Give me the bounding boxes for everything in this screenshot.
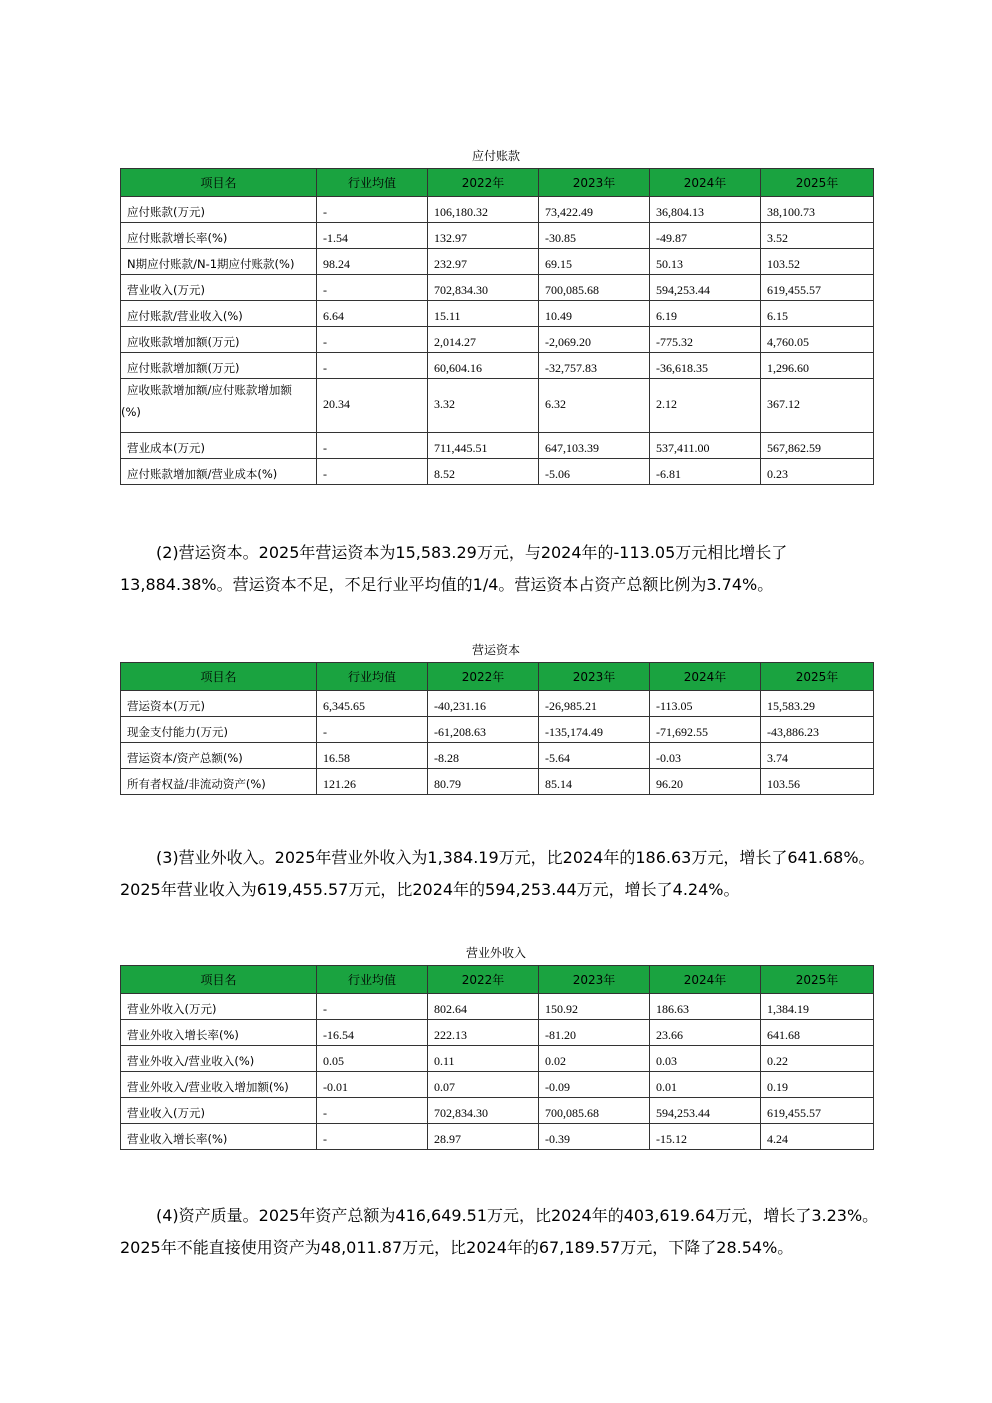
table-cell: 802.64 xyxy=(428,994,539,1020)
row-label: 营业收入(万元) xyxy=(121,275,317,301)
table-cell: 594,253.44 xyxy=(650,1098,761,1124)
column-header: 2024年 xyxy=(650,966,761,994)
table-header-row xyxy=(121,966,874,994)
row-label: 所有者权益/非流动资产(%) xyxy=(121,769,317,795)
table-row xyxy=(121,769,874,795)
table-cell: -71,692.55 xyxy=(650,717,761,743)
table-cell: 6.32 xyxy=(539,379,650,433)
row-label: 营运资本/资产总额(%) xyxy=(121,743,317,769)
non-operating-income-table xyxy=(120,965,874,1150)
table-cell: - xyxy=(317,1098,428,1124)
table-cell: 1,296.60 xyxy=(761,353,874,379)
table-cell: -81.20 xyxy=(539,1020,650,1046)
table-cell: 73,422.49 xyxy=(539,197,650,223)
table-cell: -15.12 xyxy=(650,1124,761,1150)
table-cell: -36,618.35 xyxy=(650,353,761,379)
table-cell: 2,014.27 xyxy=(428,327,539,353)
table-cell: 567,862.59 xyxy=(761,433,874,459)
table-row xyxy=(121,1020,874,1046)
table-cell: 103.52 xyxy=(761,249,874,275)
table-cell: 38,100.73 xyxy=(761,197,874,223)
table-cell: 15,583.29 xyxy=(761,691,874,717)
table-cell: 0.23 xyxy=(761,459,874,485)
table-cell: 0.03 xyxy=(650,1046,761,1072)
row-label xyxy=(121,379,317,433)
row-label: 应付账款增长率(%) xyxy=(121,223,317,249)
table-cell: - xyxy=(317,994,428,1020)
table-caption-non-operating-income: 营业外收入 xyxy=(465,946,526,960)
table-row xyxy=(121,301,874,327)
table-cell: -40,231.16 xyxy=(428,691,539,717)
table-cell: 619,455.57 xyxy=(761,275,874,301)
table-cell: - xyxy=(317,353,428,379)
table-row xyxy=(121,1098,874,1124)
table-row xyxy=(121,353,874,379)
paragraph-non-operating-income: (3)营业外收入。2025年营业外收入为1,384.19万元，比2024年的186.63万元，增长了641.68%。2025年营业收入为619,455.57万元，比2024年的594,253.44万元，增长了4.24%。 xyxy=(120,848,875,899)
table-cell: -113.05 xyxy=(650,691,761,717)
table-cell: - xyxy=(317,275,428,301)
table-cell: 0.02 xyxy=(539,1046,650,1072)
table-cell: 60,604.16 xyxy=(428,353,539,379)
table-cell: -26,985.21 xyxy=(539,691,650,717)
accounts-payable-table xyxy=(120,168,874,485)
table-cell: 6.64 xyxy=(317,301,428,327)
row-label: 应付账款增加额/营业成本(%) xyxy=(121,459,317,485)
table-cell: -0.01 xyxy=(317,1072,428,1098)
table-row xyxy=(121,691,874,717)
column-header: 2025年 xyxy=(761,663,874,691)
table-cell: 0.05 xyxy=(317,1046,428,1072)
table-row xyxy=(121,197,874,223)
table-cell: 6,345.65 xyxy=(317,691,428,717)
table-cell: - xyxy=(317,1124,428,1150)
table-cell: 4.24 xyxy=(761,1124,874,1150)
table-cell: 3.74 xyxy=(761,743,874,769)
table-cell: 69.15 xyxy=(539,249,650,275)
table-cell: -30.85 xyxy=(539,223,650,249)
table-cell: 150.92 xyxy=(539,994,650,1020)
table-cell: - xyxy=(317,459,428,485)
table-cell: 121.26 xyxy=(317,769,428,795)
table-cell: 80.79 xyxy=(428,769,539,795)
row-label: 应付账款/营业收入(%) xyxy=(121,301,317,327)
row-label: 应收账款增加额(万元) xyxy=(121,327,317,353)
table-cell: -61,208.63 xyxy=(428,717,539,743)
table-cell: -6.81 xyxy=(650,459,761,485)
table-row xyxy=(121,275,874,301)
table-cell: -135,174.49 xyxy=(539,717,650,743)
table-cell: -0.39 xyxy=(539,1124,650,1150)
table-cell: 702,834.30 xyxy=(428,1098,539,1124)
table-cell: 594,253.44 xyxy=(650,275,761,301)
table-cell: 647,103.39 xyxy=(539,433,650,459)
table-cell: 3.52 xyxy=(761,223,874,249)
column-header: 2022年 xyxy=(428,169,539,197)
table-cell: 3.32 xyxy=(428,379,539,433)
table-cell: 50.13 xyxy=(650,249,761,275)
table-cell: 222.13 xyxy=(428,1020,539,1046)
table-cell: 0.19 xyxy=(761,1072,874,1098)
table-cell: 28.97 xyxy=(428,1124,539,1150)
column-header: 2023年 xyxy=(539,966,650,994)
table-cell: 641.68 xyxy=(761,1020,874,1046)
table-cell: -0.03 xyxy=(650,743,761,769)
table-cell: 6.15 xyxy=(761,301,874,327)
table-cell: -2,069.20 xyxy=(539,327,650,353)
row-label-text: 应收账款增加额/应付账款增加额(%) xyxy=(121,383,292,419)
table-row xyxy=(121,223,874,249)
table-row xyxy=(121,717,874,743)
table-cell: 4,760.05 xyxy=(761,327,874,353)
row-label: 营业外收入/营业收入增加额(%) xyxy=(121,1072,317,1098)
row-label: 应付账款(万元) xyxy=(121,197,317,223)
table-cell: -775.32 xyxy=(650,327,761,353)
table-cell: 15.11 xyxy=(428,301,539,327)
row-label: 营运资本(万元) xyxy=(121,691,317,717)
column-header: 2025年 xyxy=(761,966,874,994)
row-label: 营业外收入增长率(%) xyxy=(121,1020,317,1046)
table-cell: -1.54 xyxy=(317,223,428,249)
row-label: 营业外收入/营业收入(%) xyxy=(121,1046,317,1072)
table-cell: 0.22 xyxy=(761,1046,874,1072)
table-cell: 20.34 xyxy=(317,379,428,433)
row-label: 营业收入增长率(%) xyxy=(121,1124,317,1150)
table-cell: -8.28 xyxy=(428,743,539,769)
table-cell: - xyxy=(317,717,428,743)
table-cell: 10.49 xyxy=(539,301,650,327)
table-cell: 367.12 xyxy=(761,379,874,433)
table-caption-accounts-payable: 应付账款 xyxy=(471,149,520,163)
table-cell: 0.01 xyxy=(650,1072,761,1098)
table-cell: 8.52 xyxy=(428,459,539,485)
row-label: 营业外收入(万元) xyxy=(121,994,317,1020)
row-label: 营业收入(万元) xyxy=(121,1098,317,1124)
table-cell: 16.58 xyxy=(317,743,428,769)
column-header: 项目名 xyxy=(121,966,317,994)
table-cell: 711,445.51 xyxy=(428,433,539,459)
row-label: N期应付账款/N-1期应付账款(%) xyxy=(121,249,317,275)
table-header-row xyxy=(121,663,874,691)
table-cell: 106,180.32 xyxy=(428,197,539,223)
column-header: 2024年 xyxy=(650,663,761,691)
table-cell: 0.07 xyxy=(428,1072,539,1098)
row-label: 现金支付能力(万元) xyxy=(121,717,317,743)
table-row xyxy=(121,1072,874,1098)
table-cell: 103.56 xyxy=(761,769,874,795)
table-row xyxy=(121,327,874,353)
table-row xyxy=(121,743,874,769)
table-caption-working-capital: 营运资本 xyxy=(471,643,520,657)
column-header: 行业均值 xyxy=(317,169,428,197)
table-cell: 619,455.57 xyxy=(761,1098,874,1124)
table-cell: 232.97 xyxy=(428,249,539,275)
table-cell: 700,085.68 xyxy=(539,275,650,301)
table-cell: -32,757.83 xyxy=(539,353,650,379)
table-cell: 537,411.00 xyxy=(650,433,761,459)
table-row xyxy=(121,1124,874,1150)
table-cell: - xyxy=(317,327,428,353)
table-cell: - xyxy=(317,197,428,223)
table-cell: -5.64 xyxy=(539,743,650,769)
table-cell: 1,384.19 xyxy=(761,994,874,1020)
column-header: 2022年 xyxy=(428,966,539,994)
table-row xyxy=(121,459,874,485)
table-cell: -16.54 xyxy=(317,1020,428,1046)
table-cell: - xyxy=(317,433,428,459)
table-cell: -49.87 xyxy=(650,223,761,249)
table-cell: 186.63 xyxy=(650,994,761,1020)
table-cell: -0.09 xyxy=(539,1072,650,1098)
table-cell: 23.66 xyxy=(650,1020,761,1046)
column-header: 行业均值 xyxy=(317,966,428,994)
table-cell: 36,804.13 xyxy=(650,197,761,223)
table-row xyxy=(121,249,874,275)
table-cell: 0.11 xyxy=(428,1046,539,1072)
table-cell: 6.19 xyxy=(650,301,761,327)
table-cell: -43,886.23 xyxy=(761,717,874,743)
table-cell: 96.20 xyxy=(650,769,761,795)
table-cell: 85.14 xyxy=(539,769,650,795)
table-header-row xyxy=(121,169,874,197)
table-cell: -5.06 xyxy=(539,459,650,485)
column-header: 2023年 xyxy=(539,169,650,197)
table-row xyxy=(121,433,874,459)
paragraph-working-capital: (2)营运资本。2025年营运资本为15,583.29万元，与2024年的-113.05万元相比增长了13,884.38%。营运资本不足，不足行业平均值的1/4。营运资本占资产总额比例为3.74%。 xyxy=(120,543,788,594)
table-row xyxy=(121,994,874,1020)
column-header: 2024年 xyxy=(650,169,761,197)
column-header: 2025年 xyxy=(761,169,874,197)
paragraph-asset-quality: (4)资产质量。2025年资产总额为416,649.51万元，比2024年的403,619.64万元，增长了3.23%。2025年不能直接使用资产为48,011.87万元，比2024年的67,189.57万元，下降了28.54%。 xyxy=(120,1206,879,1257)
table-cell: 2.12 xyxy=(650,379,761,433)
column-header: 项目名 xyxy=(121,169,317,197)
table-cell: 702,834.30 xyxy=(428,275,539,301)
column-header: 行业均值 xyxy=(317,663,428,691)
column-header: 2022年 xyxy=(428,663,539,691)
table-row xyxy=(121,1046,874,1072)
column-header: 2023年 xyxy=(539,663,650,691)
working-capital-table xyxy=(120,662,874,795)
table-row xyxy=(121,379,874,433)
table-cell: 700,085.68 xyxy=(539,1098,650,1124)
row-label: 应付账款增加额(万元) xyxy=(121,353,317,379)
row-label: 营业成本(万元) xyxy=(121,433,317,459)
table-cell: 98.24 xyxy=(317,249,428,275)
table-cell: 132.97 xyxy=(428,223,539,249)
column-header: 项目名 xyxy=(121,663,317,691)
